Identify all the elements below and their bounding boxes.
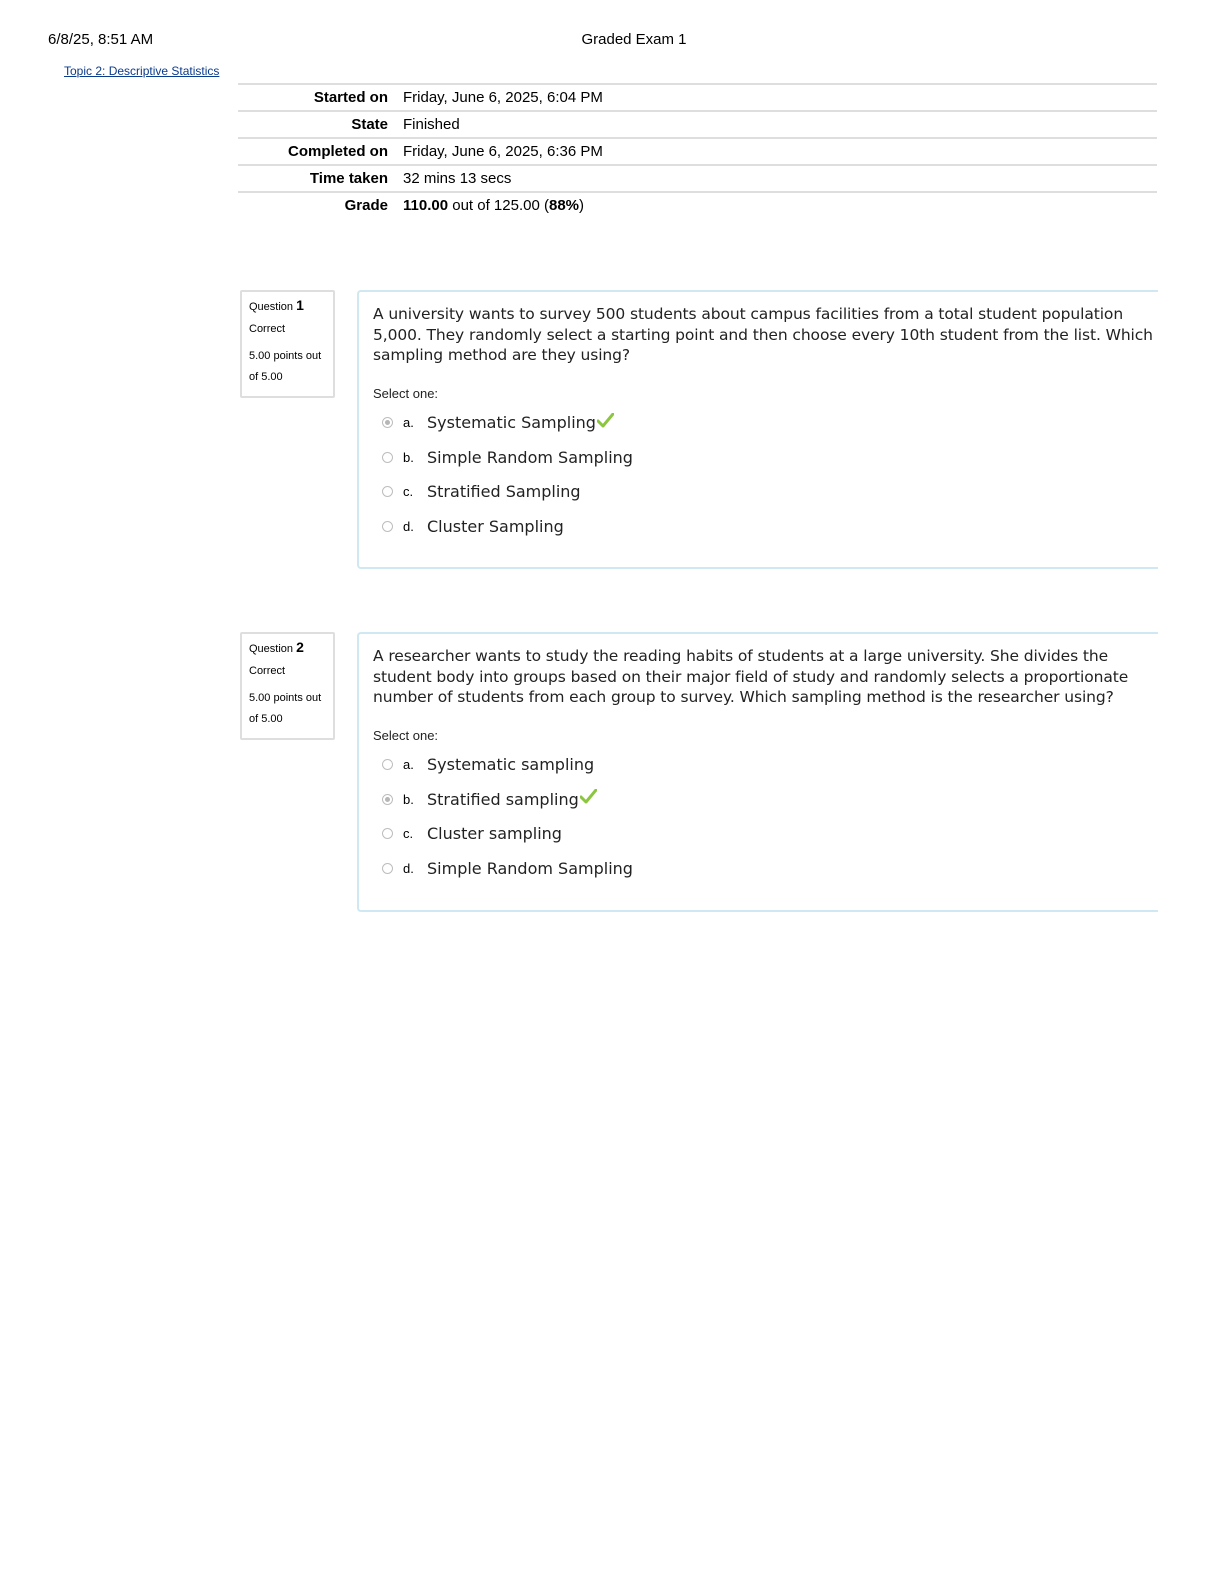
option-text: Cluster sampling [427,824,562,844]
answer-option[interactable] [373,782,1158,817]
radio-button[interactable] [382,828,393,839]
grade-score: 110.00 [403,196,449,214]
summary-value: 32 mins 13 secs [403,169,512,187]
option-text: Cluster Sampling [427,516,564,536]
option-letter: d. [403,518,414,534]
question-grade: 5.00 points out of 5.00 [249,350,322,383]
question-content-box [357,290,1158,569]
summary-row-started [238,84,1157,111]
question-number-value: 1 [296,297,304,313]
radio-button[interactable] [382,417,393,428]
grade-percent: 88% [548,196,580,214]
answer-options [373,406,1158,544]
option-text: Simple Random Sampling [427,858,633,878]
page-title: Graded Exam 1 [581,31,687,48]
question-number-value: 2 [296,639,304,655]
radio-button[interactable] [382,452,393,463]
radio-button[interactable] [382,521,393,532]
option-letter: c. [403,826,414,842]
option-letter: a. [403,415,414,431]
answer-option[interactable] [373,851,1158,886]
option-text: Stratified Sampling [427,482,581,502]
radio-button[interactable] [382,486,393,497]
summary-value: Friday, June 6, 2025, 6:04 PM [403,88,603,106]
summary-row-time-taken [238,165,1157,192]
grade-out-of: out of 125.00 [452,196,540,214]
option-letter: c. [403,484,414,500]
question-state: Correct [249,665,286,677]
question-info-box [240,632,335,740]
check-icon [580,789,597,809]
answer-option[interactable] [373,440,1158,475]
answer-option[interactable] [373,475,1158,510]
radio-button[interactable] [382,863,393,874]
summary-row-state [238,111,1157,138]
option-letter: d. [403,860,414,876]
question-grade: 5.00 points out of 5.00 [249,692,322,725]
question-label: Question [249,301,294,313]
print-date: 6/8/25, 8:51 AM [48,31,154,48]
radio-button[interactable] [382,794,393,805]
summary-label: Time taken [309,169,388,187]
question-state: Correct [249,323,286,335]
question-text: A researcher wants to study the reading habits of students at a large university. She divides the student body into groups based on their major field of study and randomly selects a proportionate number of students from each group to survey. Which sampling method is the researcher using? [373,647,1129,706]
answer-option[interactable] [373,509,1158,544]
summary-value: Friday, June 6, 2025, 6:36 PM [403,142,603,160]
summary-label: Started on [313,88,388,106]
check-icon [597,413,614,433]
answer-options [373,748,1158,886]
select-one-prompt: Select one: [373,727,439,743]
radio-button[interactable] [382,759,393,770]
summary-label: State [351,115,388,133]
option-text: Simple Random Sampling [427,447,633,467]
summary-label: Completed on [288,142,388,160]
question-label: Question [249,643,294,655]
answer-option[interactable] [373,406,1158,441]
summary-value: 110.00 out of 125.00 (88%) [403,196,585,214]
option-text: Stratified sampling [427,789,579,809]
option-letter: b. [403,449,414,465]
summary-value: Finished [403,115,460,133]
option-letter: b. [403,791,414,807]
answer-option[interactable] [373,817,1158,852]
option-text: Systematic sampling [427,755,595,775]
question-text: A university wants to survey 500 students about campus facilities from a total student population 5,000. They randomly select a starting point and then choose every 10th student from the list. Which sampling method are they using? [373,305,1153,364]
option-letter: a. [403,757,414,773]
summary-label: Grade [344,196,388,214]
breadcrumb-topic-link[interactable]: Topic 2: Descriptive Statistics [64,64,220,78]
summary-row-completed [238,138,1157,165]
question-content-box [357,632,1158,912]
answer-option[interactable] [373,748,1158,783]
option-text: Systematic Sampling [427,413,596,433]
summary-row-grade [238,192,1157,218]
attempt-summary-table [238,83,1157,218]
question-info-box [240,290,335,398]
select-one-prompt: Select one: [373,385,439,401]
question-number [249,298,333,320]
question-number [249,640,333,662]
